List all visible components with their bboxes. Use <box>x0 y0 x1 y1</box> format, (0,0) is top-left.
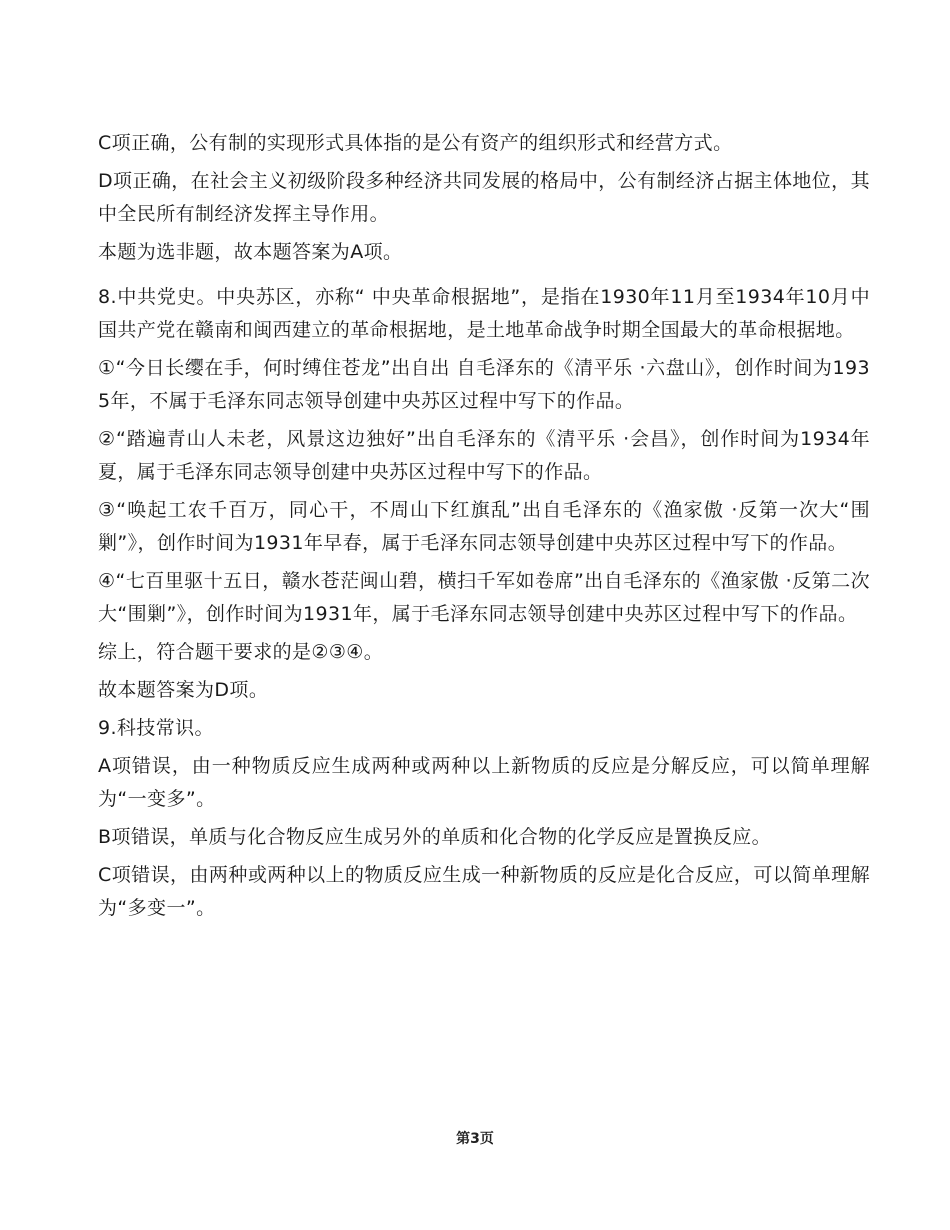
paragraph-question-9: 9.科技常识。 <box>98 717 214 739</box>
paragraph-item-1: ①“今日长缨在手，何时缚住苍龙”出自出 自毛泽东的《清平乐 ·六盘山》，创作时间为1935年，不属于毛泽东同志领导创建中央苏区过程中写下的作品。 <box>98 357 870 412</box>
paragraph-item-2: ②“踏遍青山人未老，风景这边独好”出自毛泽东的《清平乐 ·会昌》，创作时间为1934年夏，属于毛泽东同志领导创建中央苏区过程中写下的作品。 <box>98 428 870 483</box>
paragraph-question-8: 8.中共党史。中央苏区，亦称“ 中央革命根据地”，是指在1930年11月至1934年10月中国共产党在赣南和闽西建立的革命根据地，是土地革命战争时期全国最大的革命根据地。 <box>98 286 870 341</box>
paragraph-a-wrong: A项错误，由一种物质反应生成两种或两种以上新物质的反应是分解反应，可以简单理解为“一变多”。 <box>98 755 870 810</box>
paragraph-answer-d: 故本题答案为D项。 <box>98 679 269 701</box>
paragraph-item-4: ④“七百里驱十五日，赣水苍茫闽山碧，横扫千军如卷席”出自毛泽东的《渔家傲 ·反第二次大“围剿”》，创作时间为1931年，属于毛泽东同志领导创建中央苏区过程中写下的作品。 <box>98 570 870 625</box>
paragraph-c-correct: C项正确，公有制的实现形式具体指的是公有资产的组织形式和经营方式。 <box>98 132 733 154</box>
paragraph-summary: 综上，符合题干要求的是②③④。 <box>98 641 384 663</box>
paragraph-d-correct: D项正确，在社会主义初级阶段多种经济共同发展的格局中，公有制经济占据主体地位，其中全民所有制经济发挥主导作用。 <box>98 170 870 225</box>
paragraph-item-3: ③“唤起工农千百万，同心干，不周山下红旗乱”出自毛泽东的《渔家傲 ·反第一次大“围剿”》，创作时间为1931年早春，属于毛泽东同志领导创建中央苏区过程中写下的作品。 <box>98 499 870 554</box>
paragraph-b-wrong: B项错误，单质与化合物反应生成另外的单质和化合物的化学反应是置换反应。 <box>98 826 772 848</box>
page-content <box>98 127 870 930</box>
page-number: 第3页 <box>456 1131 494 1147</box>
paragraph-answer-a: 本题为选非题，故本题答案为A项。 <box>98 241 403 263</box>
paragraph-c-wrong: C项错误，由两种或两种以上的物质反应生成一种新物质的反应是化合反应，可以简单理解为“多变一”。 <box>98 864 870 919</box>
